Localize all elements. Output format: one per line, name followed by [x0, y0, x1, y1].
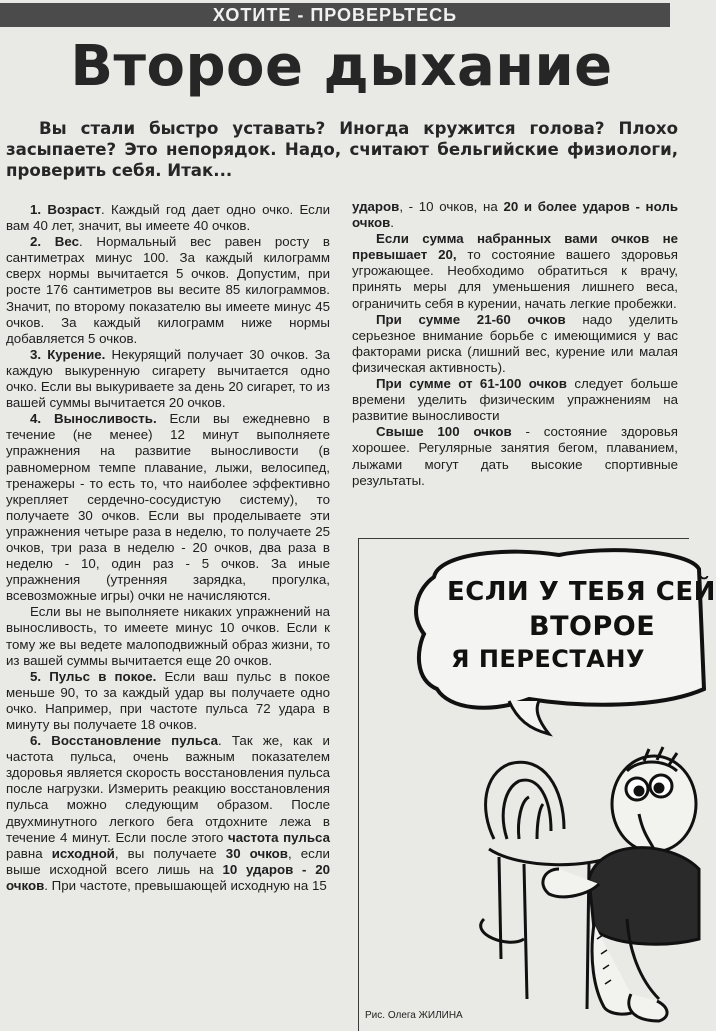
- cont-bold-a: ударов: [352, 199, 400, 214]
- section-endurance-text: Если вы ежедневно в течение (не менее) 12 минут выполняете упражнения на развитие выносливости (в равномерном темпе плавание, лыжи, велосипед, тренажеры - то есть то, что наиболее эффективно укрепляет сердечно-сосудистую систему), то получаете 30 очков. Если вы проделываете эти упражнения четыре раза в неделю, то получаете 25 очков, три раза в неделю - 20 очков, два раза в неделю - 10, один раз - 5 очков. За иные упражнения (утренняя зарядка, прогулка, всевозможные игры) очки не начисляются.: [6, 411, 330, 604]
- result-61-100: [352, 376, 678, 424]
- rubric-banner: ХОТИТЕ - ПРОВЕРЬТЕСЬ: [0, 3, 670, 27]
- section-pulse-rest-text: Если ваш пульс в покое меньше 90, то за каждый удар вы получаете одно очко. Например, при частоте пульса 72 удара в минуту вы получаете 18 очков.: [6, 668, 330, 732]
- result-61-100-text: следует больше времени уделить физическим упражнениям на развитие выносливости: [352, 376, 678, 424]
- result-over-100: [352, 424, 678, 488]
- recovery-text-c: , вы получаете: [114, 845, 226, 861]
- recovery-text-d: , если выше исходной всего лишь на: [6, 845, 330, 877]
- recovery-text-a: . Так же, как и частота пульса, очень важным показателем здоровья является скорость восстановления пульса после нагрузки. Измерить реакцию восстановления пульса можно следующим образом. После двухминутного легкого бега отдохните лежа в течение 4 минут. Если после этого: [6, 733, 330, 845]
- recovery-text-e: . При частоте, превышающей исходную на 15: [44, 877, 327, 893]
- cont-text-b: , - 10 очков, на: [399, 199, 504, 214]
- man-figure-icon: [543, 747, 699, 1021]
- section-pulse-recovery-heading: 6. Восстановление пульса: [30, 733, 218, 749]
- section-endurance: [6, 411, 330, 604]
- section-endurance-text-2: Если вы не выполняете никаких упражнений на выносливость, то имеете минус 10 очков. Если к тому же вы ведете малоподвижный образ жизни, то из вашей суммы вычитается еще 20 очков.: [6, 604, 330, 668]
- result-21-60-text: надо уделить серьезное внимание борьбе с имеющимися у вас факторами риска (лишний вес, курение или малая физическая активность).: [352, 311, 678, 375]
- section-weight-text: . Нормальный вес равен росту в сантиметрах минус 100. За каждый килограмм сверх нормы вычитается 5 очков. Допустим, при росте 176 сантиметров вы весите 85 килограммов. Значит, по второму показателю вы имеете минус 45 очков. За каждый килограмм ниже нормы добавляется 5 очков.: [6, 234, 330, 346]
- article-lead: Вы стали быстро уставать? Иногда кружится голова? Плохо засыпаете? Это непорядок. Надо, считают бельгийские физиологи, проверить себя. Итак...: [6, 119, 678, 180]
- speech-bubble-tail: [509, 701, 549, 734]
- result-under-20: [352, 231, 678, 311]
- result-21-60: [352, 312, 678, 376]
- recovery-text-b: равна: [6, 845, 52, 861]
- illustration-credit: Рис. Олега ЖИЛИНА: [365, 1010, 463, 1021]
- result-over-100-text: - состояние здоровья хорошее. Регулярные занятия бегом, плаванием, лыжами могут дать высокие спортивные результаты.: [352, 424, 678, 488]
- result-61-100-heading: При сумме от 61-100 очков: [376, 376, 567, 392]
- article-title: Второе дыхание: [70, 34, 613, 99]
- section-pulse-rest: [6, 669, 330, 733]
- section-pulse-recovery: [6, 733, 330, 894]
- right-column: [352, 199, 678, 489]
- cartoon-illustration: [358, 538, 716, 1031]
- cont-text-d: .: [390, 215, 394, 231]
- result-over-100-heading: Свыше 100 очков: [376, 424, 512, 440]
- left-column: [6, 202, 330, 894]
- recovery-bold-a: частота пульса: [228, 829, 330, 845]
- bubble-line-1: ЕСЛИ У ТЕБЯ СЕЙ: [447, 577, 716, 607]
- section-age-heading: 1. Возраст: [30, 202, 101, 217]
- section-smoking-text: Некурящий получает 30 очков. За каждую выкуренную сигарету вычитается одно очко. Если вы выкуриваете за день 20 сигарет, то из вашей суммы вычитается 20 очков.: [6, 346, 330, 411]
- result-under-20-heading: Если сумма набранных вами очков не превышает 20,: [352, 231, 678, 263]
- section-pulse-rest-heading: 5. Пульс в покое.: [30, 668, 157, 684]
- section-weight-heading: 2. Вес: [30, 234, 80, 250]
- section-weight: [6, 234, 330, 347]
- section-age-text: . Каждый год дает одно очко. Если вам 40 лет, значит, вы имеете 40 очков.: [6, 202, 331, 234]
- recovery-bold-b: исходной: [51, 845, 115, 861]
- section-age: [6, 202, 330, 234]
- recovery-bold-d: 10 ударов - 20 очков: [6, 861, 330, 893]
- section-endurance-heading: 4. Выносливость.: [30, 411, 157, 427]
- bubble-line-3: Я ПЕРЕСТАНУ: [451, 645, 645, 673]
- continuation-paragraph: [352, 199, 678, 231]
- section-smoking-heading: 3. Курение.: [30, 346, 106, 362]
- result-21-60-heading: При сумме 21-60 очков: [376, 311, 566, 327]
- section-smoking: [6, 347, 330, 411]
- bubble-line-2: ВТОРОЕ: [529, 611, 656, 642]
- result-under-20-text: то состояние вашего здоровья угрожающее. Необходимо обратиться к врачу, принять меры для уменьшения лишнего веса, ограничить себя в курении, начать легкие пробежки.: [352, 247, 679, 311]
- cont-bold-c: 20 и более ударов - ноль очков: [352, 199, 678, 231]
- section-endurance-cont: [6, 604, 330, 668]
- recovery-bold-c: 30 очков: [225, 845, 288, 861]
